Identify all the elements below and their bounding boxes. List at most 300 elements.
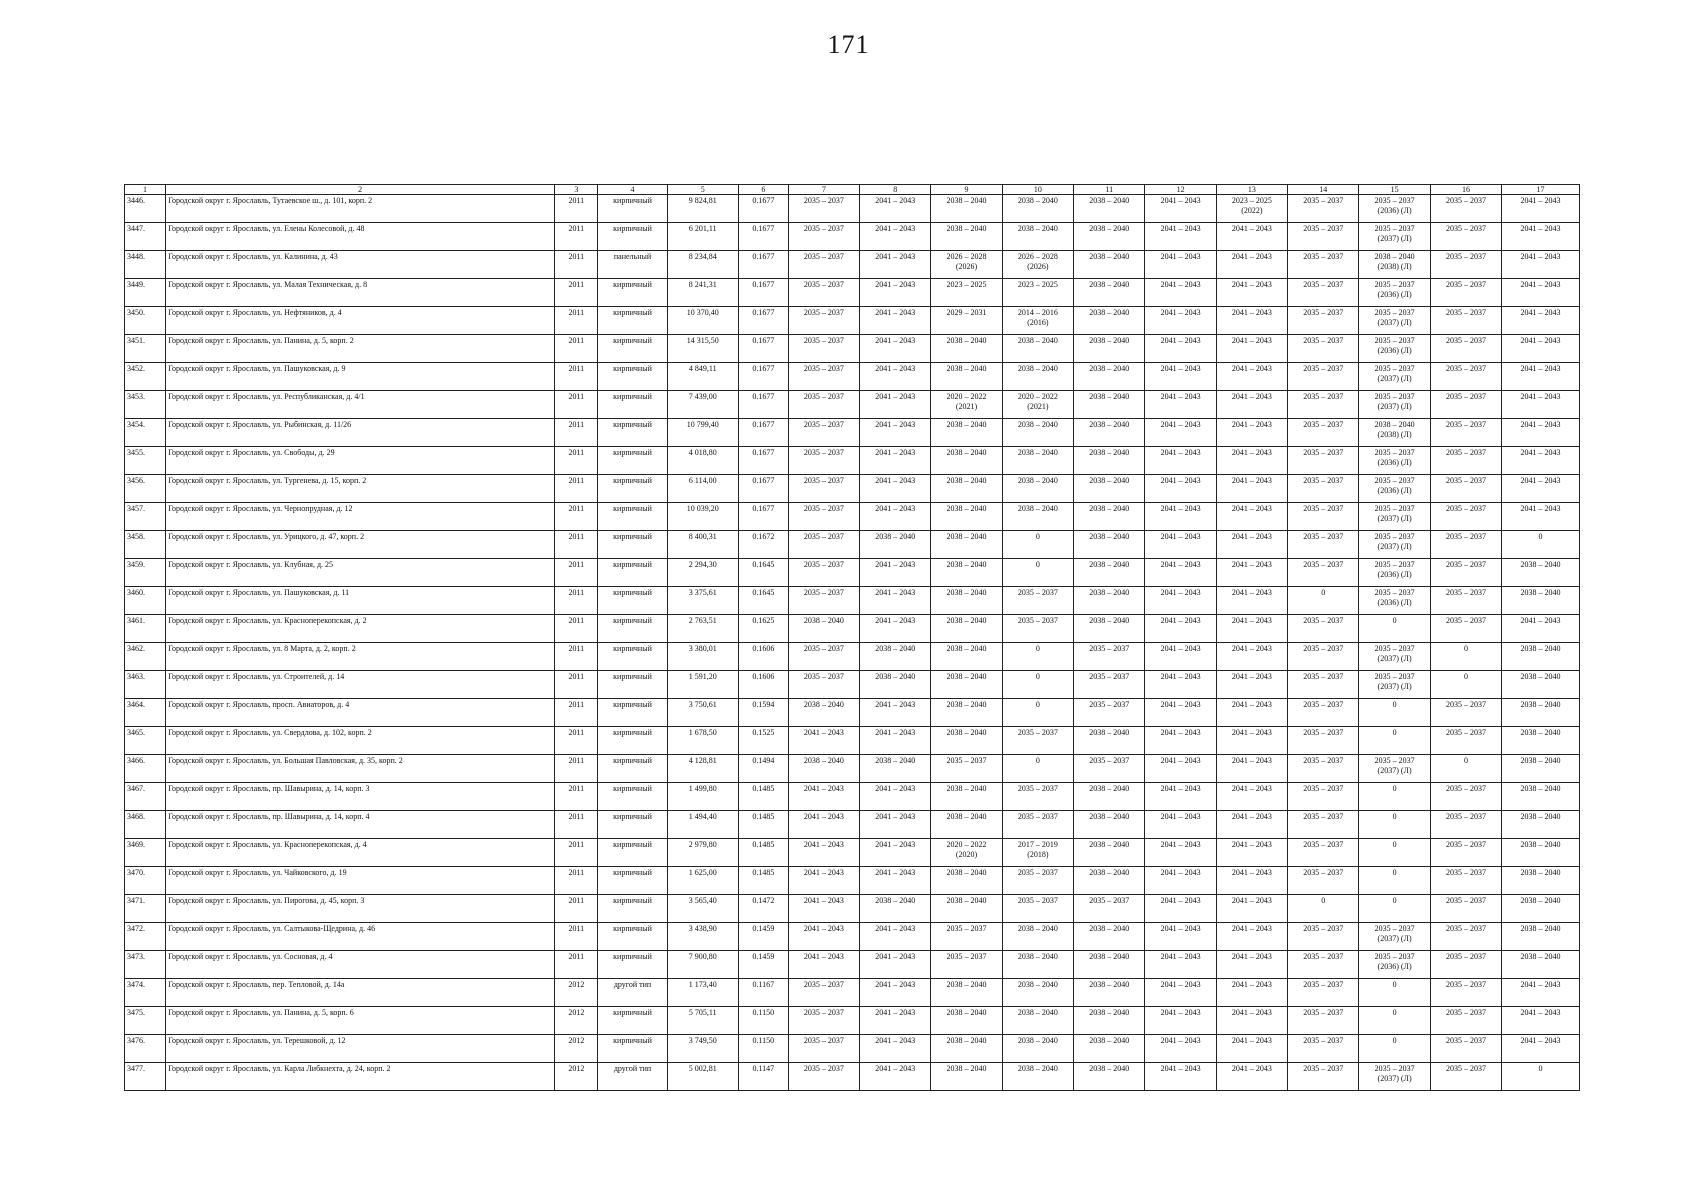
table-row xyxy=(125,587,1580,615)
area-cell xyxy=(667,363,738,391)
year-cell xyxy=(555,727,598,755)
cell-text: 2035 – 2037 xyxy=(1374,644,1415,653)
cell-text: кирпичный xyxy=(613,728,652,737)
cell-text: 2038 – 2040 xyxy=(1089,616,1130,625)
year-cell xyxy=(555,475,598,503)
period-cell-c9 xyxy=(931,1007,1002,1035)
cell-text: 2038 – 2040 xyxy=(946,588,987,597)
cell-text: Городской округ г. Ярославль, ул. Большая Павловская, д. 35, корп. 2 xyxy=(168,756,403,765)
cell-subtext: (2038) (Л) xyxy=(1377,262,1412,271)
cell-text: 2038 – 2040 xyxy=(803,756,844,765)
period-cell-c10 xyxy=(1002,559,1073,587)
period-cell-c8 xyxy=(860,531,931,559)
period-cell-c16 xyxy=(1430,867,1501,895)
cell-text: 2035 – 2037 xyxy=(1445,504,1486,513)
address-cell xyxy=(166,979,555,1007)
cell-text: 2041 – 2043 xyxy=(1160,280,1201,289)
period-cell-c9 xyxy=(931,503,1002,531)
period-cell-c8 xyxy=(860,251,931,279)
address-cell xyxy=(166,727,555,755)
cell-text: 2038 – 2040 xyxy=(875,532,916,541)
period-cell-c16 xyxy=(1430,279,1501,307)
cell-text: 2035 – 2037 xyxy=(1017,868,1058,877)
cell-text: 3469. xyxy=(127,840,145,849)
cell-text: 2035 – 2037 xyxy=(1445,196,1486,205)
cell-text: 2035 – 2037 xyxy=(1303,980,1344,989)
period-cell-c12 xyxy=(1145,391,1216,419)
cell-text: 2041 – 2043 xyxy=(1231,728,1272,737)
period-cell-c12 xyxy=(1145,419,1216,447)
cell-subtext: (2021) xyxy=(955,402,978,411)
period-cell-c17 xyxy=(1502,531,1580,559)
cell-text: 2041 – 2043 xyxy=(1231,672,1272,681)
table-row xyxy=(125,895,1580,923)
table-row xyxy=(125,363,1580,391)
cell-subtext: (2036) (Л) xyxy=(1377,458,1412,467)
period-cell-c12 xyxy=(1145,951,1216,979)
coefficient-cell xyxy=(738,923,788,951)
period-cell-c14 xyxy=(1288,1035,1359,1063)
period-cell-c11 xyxy=(1074,643,1145,671)
table-row xyxy=(125,475,1580,503)
cell-text: 0.1485 xyxy=(752,812,775,821)
cell-text: 2035 – 2037 xyxy=(1374,392,1415,401)
wall-type-cell xyxy=(598,475,667,503)
period-cell-c13 xyxy=(1216,699,1287,727)
year-cell xyxy=(555,923,598,951)
cell-text: 2038 – 2040 xyxy=(946,476,987,485)
cell-text: 2041 – 2043 xyxy=(1231,280,1272,289)
cell-text: 2041 – 2043 xyxy=(1520,224,1561,233)
cell-text: 2035 – 2037 xyxy=(1303,308,1344,317)
cell-text: Городской округ г. Ярославль, просп. Авиаторов, д. 4 xyxy=(168,700,350,709)
wall-type-cell xyxy=(598,979,667,1007)
cell-text: 2035 – 2037 xyxy=(1017,728,1058,737)
table-row xyxy=(125,559,1580,587)
cell-text: 2023 – 2025 xyxy=(946,280,987,289)
cell-text: 2038 – 2040 xyxy=(946,448,987,457)
period-cell-c15 xyxy=(1359,531,1430,559)
period-cell-c8 xyxy=(860,671,931,699)
cell-text: 2038 – 2040 xyxy=(946,560,987,569)
period-cell-c11 xyxy=(1074,363,1145,391)
period-cell-c11 xyxy=(1074,839,1145,867)
cell-text: 2035 – 2037 xyxy=(1303,840,1344,849)
period-cell-c17 xyxy=(1502,671,1580,699)
period-cell-c8 xyxy=(860,503,931,531)
cell-text: 2041 – 2043 xyxy=(875,1008,916,1017)
cell-text: 2041 – 2043 xyxy=(1231,1064,1272,1073)
cell-text: кирпичный xyxy=(613,280,652,289)
row-number xyxy=(125,335,166,363)
cell-text: 5 705,11 xyxy=(688,1008,717,1017)
period-cell-c11 xyxy=(1074,587,1145,615)
cell-text: 2041 – 2043 xyxy=(1160,1036,1201,1045)
year-cell xyxy=(555,531,598,559)
cell-text: 2041 – 2043 xyxy=(875,588,916,597)
cell-text: 0 xyxy=(1392,980,1397,989)
period-cell-c14 xyxy=(1288,951,1359,979)
cell-text: 2038 – 2040 xyxy=(1089,280,1130,289)
row-number xyxy=(125,671,166,699)
cell-subtext: (2037) (Л) xyxy=(1377,542,1412,551)
cell-text: Городской округ г. Ярославль, ул. Красноперекопская, д. 4 xyxy=(168,840,367,849)
period-cell-c16 xyxy=(1430,335,1501,363)
period-cell-c16 xyxy=(1430,223,1501,251)
period-cell-c7 xyxy=(788,475,859,503)
cell-text: 2035 – 2037 xyxy=(1303,700,1344,709)
period-cell-c16 xyxy=(1430,419,1501,447)
period-cell-c9 xyxy=(931,811,1002,839)
period-cell-c8 xyxy=(860,587,931,615)
period-cell-c7 xyxy=(788,1007,859,1035)
cell-text: 3465. xyxy=(127,728,145,737)
cell-text: 0.1677 xyxy=(752,280,775,289)
cell-text: 2011 xyxy=(568,392,585,401)
cell-text: 0 xyxy=(1392,1036,1397,1045)
period-cell-c13 xyxy=(1216,979,1287,1007)
period-cell-c12 xyxy=(1145,1035,1216,1063)
period-cell-c15 xyxy=(1359,783,1430,811)
period-cell-c13 xyxy=(1216,531,1287,559)
coefficient-cell xyxy=(738,727,788,755)
cell-text: 3447. xyxy=(127,224,145,233)
period-cell-c16 xyxy=(1430,699,1501,727)
period-cell-c16 xyxy=(1430,195,1501,223)
address-cell xyxy=(166,867,555,895)
cell-text: 2041 – 2043 xyxy=(1231,700,1272,709)
coefficient-cell xyxy=(738,783,788,811)
period-cell-c8 xyxy=(860,615,931,643)
housing-register-table xyxy=(124,184,1580,1091)
period-cell-c11 xyxy=(1074,279,1145,307)
cell-text: 10 039,20 xyxy=(686,504,719,513)
period-cell-c9 xyxy=(931,951,1002,979)
period-cell-c12 xyxy=(1145,811,1216,839)
cell-subtext: (2037) (Л) xyxy=(1377,654,1412,663)
cell-text: 2041 – 2043 xyxy=(1231,308,1272,317)
cell-text: 2035 – 2037 xyxy=(1303,616,1344,625)
period-cell-c17 xyxy=(1502,615,1580,643)
cell-text: 3 749,50 xyxy=(688,1036,717,1045)
cell-text: 2038 – 2040 xyxy=(1089,224,1130,233)
cell-text: 2041 – 2043 xyxy=(1160,252,1201,261)
cell-text: 2038 – 2040 xyxy=(1089,252,1130,261)
cell-text: 2038 – 2040 xyxy=(1520,728,1561,737)
period-cell-c13 xyxy=(1216,811,1287,839)
period-cell-c7 xyxy=(788,363,859,391)
period-cell-c15 xyxy=(1359,251,1430,279)
period-cell-c10 xyxy=(1002,979,1073,1007)
period-cell-c12 xyxy=(1145,727,1216,755)
cell-text: 2035 – 2037 xyxy=(1089,672,1130,681)
wall-type-cell xyxy=(598,559,667,587)
period-cell-c17 xyxy=(1502,419,1580,447)
period-cell-c15 xyxy=(1359,363,1430,391)
coefficient-cell xyxy=(738,391,788,419)
period-cell-c10 xyxy=(1002,1035,1073,1063)
cell-text: 2038 – 2040 xyxy=(875,896,916,905)
wall-type-cell xyxy=(598,307,667,335)
period-cell-c9 xyxy=(931,587,1002,615)
period-cell-c12 xyxy=(1145,643,1216,671)
period-cell-c15 xyxy=(1359,923,1430,951)
cell-text: 2035 – 2037 xyxy=(1445,728,1486,737)
cell-text: 2041 – 2043 xyxy=(1231,336,1272,345)
cell-text: 2041 – 2043 xyxy=(1160,756,1201,765)
period-cell-c14 xyxy=(1288,251,1359,279)
cell-text: 2041 – 2043 xyxy=(1231,784,1272,793)
cell-text: кирпичный xyxy=(613,420,652,429)
period-cell-c17 xyxy=(1502,279,1580,307)
period-cell-c8 xyxy=(860,783,931,811)
period-cell-c17 xyxy=(1502,475,1580,503)
cell-text: 3 380,01 xyxy=(688,644,717,653)
area-cell xyxy=(667,895,738,923)
address-cell xyxy=(166,783,555,811)
cell-text: 2011 xyxy=(568,784,585,793)
year-cell xyxy=(555,783,598,811)
coefficient-cell xyxy=(738,1007,788,1035)
wall-type-cell xyxy=(598,195,667,223)
cell-text: 2035 – 2037 xyxy=(803,532,844,541)
period-cell-c13 xyxy=(1216,1035,1287,1063)
cell-subtext: (2036) (Л) xyxy=(1377,346,1412,355)
cell-text: 8 400,31 xyxy=(688,532,717,541)
cell-text: 2041 – 2043 xyxy=(1231,448,1272,457)
period-cell-c9 xyxy=(931,363,1002,391)
cell-text: 2035 – 2037 xyxy=(1303,448,1344,457)
cell-text: 2041 – 2043 xyxy=(1160,784,1201,793)
cell-text: 2035 – 2037 xyxy=(1303,644,1344,653)
cell-text: 2011 xyxy=(568,336,585,345)
cell-text: 2038 – 2040 xyxy=(946,336,987,345)
wall-type-cell xyxy=(598,335,667,363)
cell-text: 2038 – 2040 xyxy=(1520,868,1561,877)
period-cell-c17 xyxy=(1502,223,1580,251)
cell-text: 2035 – 2037 xyxy=(1303,728,1344,737)
period-cell-c16 xyxy=(1430,895,1501,923)
cell-text: 2038 – 2040 xyxy=(946,1064,987,1073)
cell-text: 2035 – 2037 xyxy=(803,196,844,205)
cell-text: 2035 – 2037 xyxy=(1445,532,1486,541)
cell-text: 2038 – 2040 xyxy=(875,672,916,681)
cell-text: Городской округ г. Ярославль, ул. Свердлова, д. 102, корп. 2 xyxy=(168,728,372,737)
cell-text: 2041 – 2043 xyxy=(803,728,844,737)
cell-subtext: (2037) (Л) xyxy=(1377,766,1412,775)
cell-text: Городской округ г. Ярославль, ул. Чайковского, д. 19 xyxy=(168,868,347,877)
cell-text: 3459. xyxy=(127,560,145,569)
period-cell-c10 xyxy=(1002,1007,1073,1035)
coefficient-cell xyxy=(738,251,788,279)
period-cell-c8 xyxy=(860,307,931,335)
period-cell-c11 xyxy=(1074,223,1145,251)
cell-text: 2041 – 2043 xyxy=(875,952,916,961)
period-cell-c13 xyxy=(1216,615,1287,643)
cell-text: 2038 – 2040 xyxy=(1520,560,1561,569)
period-cell-c15 xyxy=(1359,895,1430,923)
period-cell-c14 xyxy=(1288,587,1359,615)
cell-text: 2041 – 2043 xyxy=(1520,980,1561,989)
cell-text: 2038 – 2040 xyxy=(1017,224,1058,233)
cell-text: 10 799,40 xyxy=(686,420,719,429)
cell-text: 3453. xyxy=(127,392,145,401)
cell-text: 2035 – 2037 xyxy=(1445,336,1486,345)
period-cell-c15 xyxy=(1359,1007,1430,1035)
table-row xyxy=(125,335,1580,363)
cell-text: кирпичный xyxy=(613,448,652,457)
period-cell-c7 xyxy=(788,195,859,223)
period-cell-c10 xyxy=(1002,951,1073,979)
cell-text: 2041 – 2043 xyxy=(1160,616,1201,625)
period-cell-c14 xyxy=(1288,447,1359,475)
cell-text: 3464. xyxy=(127,700,145,709)
cell-text: 6 201,11 xyxy=(688,224,717,233)
period-cell-c17 xyxy=(1502,979,1580,1007)
cell-text: 1 173,40 xyxy=(688,980,717,989)
period-cell-c13 xyxy=(1216,727,1287,755)
cell-text: 0.1485 xyxy=(752,784,775,793)
cell-text: 2041 – 2043 xyxy=(803,840,844,849)
cell-text: 2035 – 2037 xyxy=(1303,252,1344,261)
cell-text: 2035 – 2037 xyxy=(803,560,844,569)
cell-text: 2038 – 2040 xyxy=(1089,952,1130,961)
cell-subtext: (2037) (Л) xyxy=(1377,318,1412,327)
cell-text: 2011 xyxy=(568,952,585,961)
cell-text: 2038 – 2040 xyxy=(1520,672,1561,681)
cell-text: 2038 – 2040 xyxy=(1017,980,1058,989)
cell-text: 2038 – 2040 xyxy=(1520,812,1561,821)
cell-text: 0.1672 xyxy=(752,532,775,541)
period-cell-c9 xyxy=(931,755,1002,783)
cell-text: 3 375,61 xyxy=(688,588,717,597)
cell-text: Городской округ г. Ярославль, ул. Калинина, д. 43 xyxy=(168,252,338,261)
column-number-header: 15 xyxy=(1359,185,1430,195)
cell-text: Городской округ г. Ярославль, ул. 8 Марта, д. 2, корп. 2 xyxy=(168,644,356,653)
period-cell-c15 xyxy=(1359,475,1430,503)
period-cell-c9 xyxy=(931,699,1002,727)
cell-subtext: (2037) (Л) xyxy=(1377,934,1412,943)
cell-text: 2035 – 2037 xyxy=(803,448,844,457)
cell-text: 2041 – 2043 xyxy=(875,224,916,233)
cell-text: 2041 – 2043 xyxy=(1520,420,1561,429)
cell-text: 2035 – 2037 xyxy=(1303,532,1344,541)
period-cell-c13 xyxy=(1216,307,1287,335)
area-cell xyxy=(667,195,738,223)
year-cell xyxy=(555,419,598,447)
period-cell-c15 xyxy=(1359,307,1430,335)
period-cell-c15 xyxy=(1359,195,1430,223)
cell-text: 2041 – 2043 xyxy=(1231,896,1272,905)
period-cell-c17 xyxy=(1502,1063,1580,1091)
cell-text: 2041 – 2043 xyxy=(875,980,916,989)
period-cell-c12 xyxy=(1145,979,1216,1007)
cell-text: 8 234,84 xyxy=(688,252,717,261)
period-cell-c17 xyxy=(1502,307,1580,335)
cell-text: 2041 – 2043 xyxy=(1160,196,1201,205)
address-cell xyxy=(166,951,555,979)
cell-text: кирпичный xyxy=(613,868,652,877)
row-number xyxy=(125,223,166,251)
period-cell-c13 xyxy=(1216,867,1287,895)
period-cell-c16 xyxy=(1430,783,1501,811)
period-cell-c14 xyxy=(1288,783,1359,811)
period-cell-c16 xyxy=(1430,1035,1501,1063)
period-cell-c14 xyxy=(1288,811,1359,839)
cell-text: 2035 – 2037 xyxy=(803,1036,844,1045)
period-cell-c14 xyxy=(1288,699,1359,727)
address-cell xyxy=(166,923,555,951)
cell-text: 2035 – 2037 xyxy=(1303,756,1344,765)
cell-subtext: (2037) (Л) xyxy=(1377,234,1412,243)
cell-text: 2041 – 2043 xyxy=(1231,812,1272,821)
period-cell-c16 xyxy=(1430,307,1501,335)
period-cell-c7 xyxy=(788,587,859,615)
cell-text: 2041 – 2043 xyxy=(875,420,916,429)
column-number-header: 6 xyxy=(738,185,788,195)
cell-text: 2041 – 2043 xyxy=(1160,644,1201,653)
cell-text: 0 xyxy=(1538,532,1543,541)
row-number xyxy=(125,951,166,979)
period-cell-c13 xyxy=(1216,895,1287,923)
cell-text: 2038 – 2040 xyxy=(946,728,987,737)
table-row xyxy=(125,839,1580,867)
table-row xyxy=(125,419,1580,447)
period-cell-c17 xyxy=(1502,1035,1580,1063)
period-cell-c8 xyxy=(860,559,931,587)
cell-text: Городской округ г. Ярославль, ул. Красноперекопская, д. 2 xyxy=(168,616,367,625)
period-cell-c8 xyxy=(860,895,931,923)
address-cell xyxy=(166,363,555,391)
cell-text: 0.1677 xyxy=(752,224,775,233)
period-cell-c15 xyxy=(1359,419,1430,447)
period-cell-c11 xyxy=(1074,867,1145,895)
period-cell-c13 xyxy=(1216,671,1287,699)
cell-text: 2038 – 2040 xyxy=(1089,504,1130,513)
period-cell-c10 xyxy=(1002,811,1073,839)
cell-text: 2035 – 2037 xyxy=(1374,196,1415,205)
area-cell xyxy=(667,279,738,307)
period-cell-c8 xyxy=(860,1007,931,1035)
cell-text: 3452. xyxy=(127,364,145,373)
period-cell-c7 xyxy=(788,503,859,531)
cell-text: 2038 – 2040 xyxy=(946,196,987,205)
cell-text: 0.1606 xyxy=(752,644,775,653)
cell-text: 2035 – 2037 xyxy=(803,420,844,429)
cell-text: 3477. xyxy=(127,1064,145,1073)
cell-text: 2038 – 2040 xyxy=(1520,924,1561,933)
cell-text: 2038 – 2040 xyxy=(803,616,844,625)
cell-text: 2035 – 2037 xyxy=(1303,1008,1344,1017)
table-row xyxy=(125,699,1580,727)
cell-text: 2035 – 2037 xyxy=(1303,364,1344,373)
period-cell-c10 xyxy=(1002,699,1073,727)
area-cell xyxy=(667,447,738,475)
area-cell xyxy=(667,615,738,643)
period-cell-c15 xyxy=(1359,335,1430,363)
cell-text: 0.1459 xyxy=(752,924,775,933)
cell-text: 2038 – 2040 xyxy=(1089,1008,1130,1017)
cell-text: 2041 – 2043 xyxy=(1160,980,1201,989)
period-cell-c7 xyxy=(788,755,859,783)
period-cell-c13 xyxy=(1216,559,1287,587)
period-cell-c14 xyxy=(1288,615,1359,643)
period-cell-c12 xyxy=(1145,475,1216,503)
cell-text: 0.1677 xyxy=(752,336,775,345)
period-cell-c15 xyxy=(1359,839,1430,867)
period-cell-c14 xyxy=(1288,503,1359,531)
cell-text: 2011 xyxy=(568,196,585,205)
